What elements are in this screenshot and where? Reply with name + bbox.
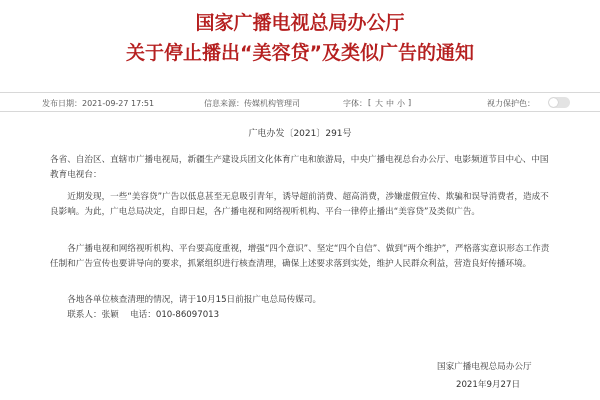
font-size-large-button[interactable]: 大 xyxy=(375,99,383,108)
contact-line: 联系人：张颖 电话：010-86097013 xyxy=(67,310,220,320)
signature-date: 2021年9月27日 xyxy=(456,380,521,390)
font-size-medium-button[interactable]: 中 xyxy=(386,99,394,108)
addressee-paragraph: 各省、自治区、直辖市广播电视局，新疆生产建设兵团文化体育广电和旅游局，中央广播电视总台办公厅、电影频道节目中心、中国教育电视台： xyxy=(50,155,549,180)
body-paragraph-1: 近期发现，一些“美容贷”广告以低息甚至无息吸引青年，诱导超前消费、超高消费，涉嫌虚假宣传、欺骗和误导消费者，造成不良影响。为此，广电总局决定，自即日起，各广播电视和网络视听机构、平台一律停止播出“美容贷”及类似广告。 xyxy=(50,192,549,217)
meta-bar xyxy=(0,92,600,112)
care-mode-label: 视力保护色： xyxy=(487,99,535,108)
font-size-bracket-close: ] xyxy=(408,98,412,107)
page-title-line-2: 关于停止播出“美容贷”及类似广告的通知 xyxy=(126,42,474,64)
info-source: 信息来源：传媒机构管理司 xyxy=(204,99,300,108)
document-number: 广电办发〔2021〕291号 xyxy=(248,129,352,139)
font-size-small-button[interactable]: 小 xyxy=(397,99,405,108)
signature-org: 国家广播电视总局办公厅 xyxy=(437,362,532,372)
publish-date: 发布日期：2021-09-27 17:51 xyxy=(42,99,155,108)
body-paragraph-2: 各广播电视和网络视听机构、平台要高度重视，增强“四个意识”、坚定“四个自信”、做到“两个维护”，严格落实意识形态工作责任制和广告宣传也要讲导向的要求，抓紧组织进行核查清理，确保上述要求落到实处，维护人民群众利益，营造良好传播环境。 xyxy=(50,244,550,269)
page-title-line-1: 国家广播电视总局办公厅 xyxy=(195,12,405,34)
font-size-label: 字体： xyxy=(343,99,367,108)
body-paragraph-3: 各地各单位核查清理的情况，请于10月15日前报广电总局传媒司。 xyxy=(67,295,322,305)
title-block xyxy=(0,10,600,66)
care-mode-toggle[interactable] xyxy=(548,97,570,108)
care-mode-toggle-knob xyxy=(549,98,558,107)
font-size-bracket-open: [ xyxy=(368,98,372,107)
